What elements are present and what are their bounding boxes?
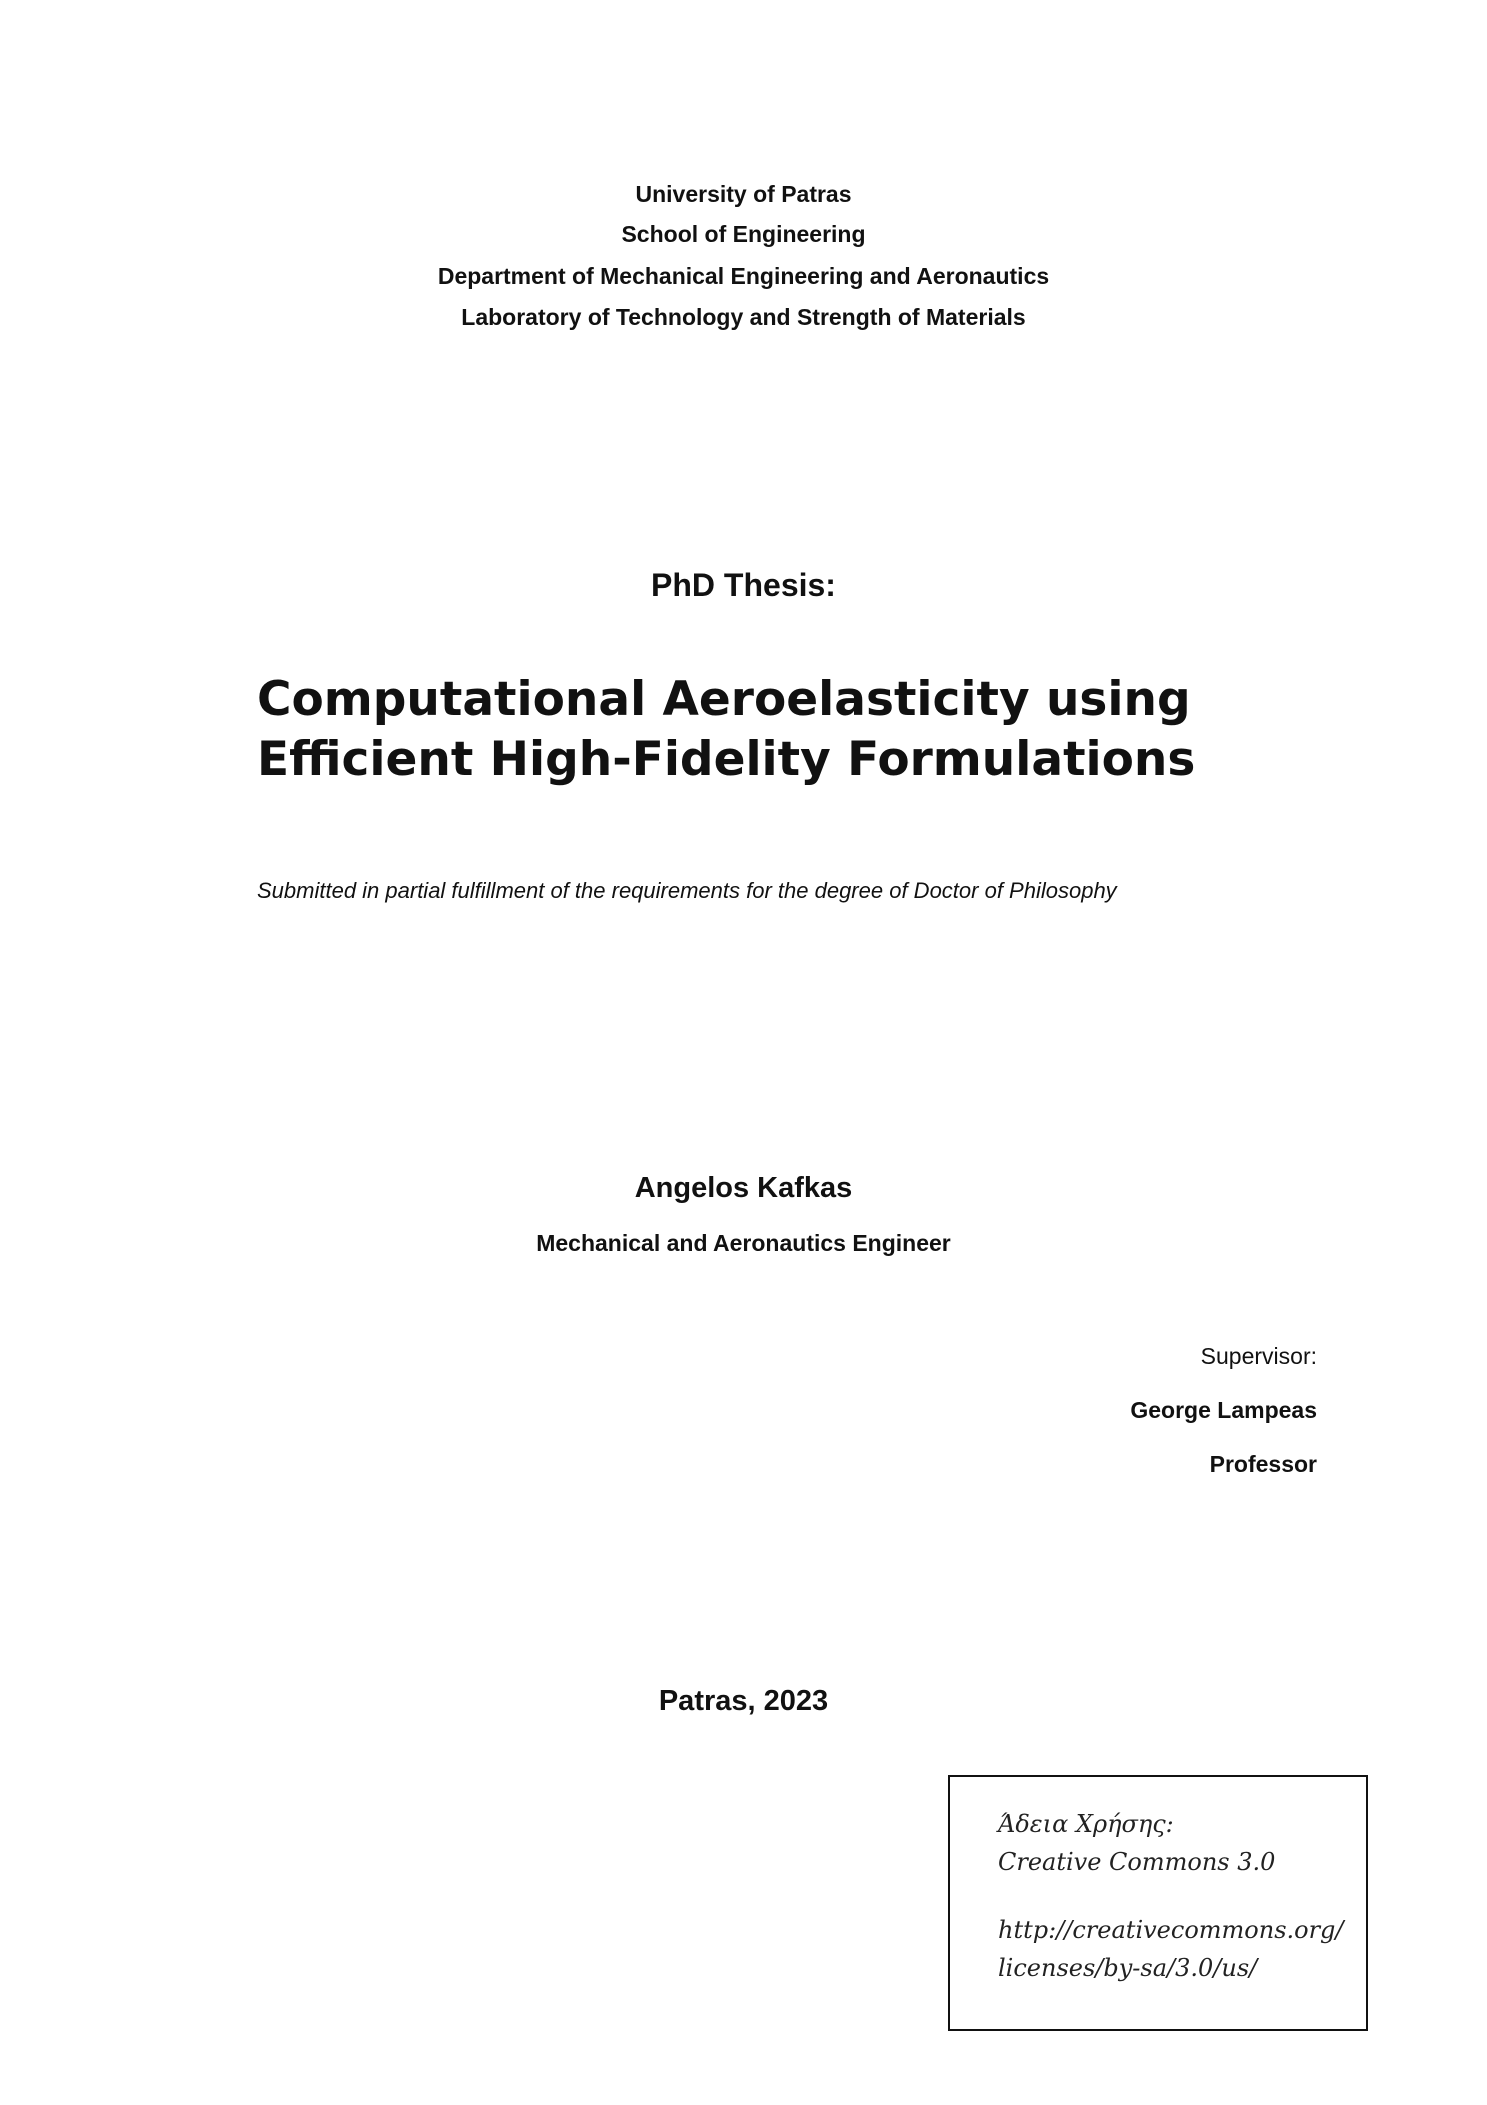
institution-school: School of Engineering [621,221,866,247]
thesis-title-line-1: Computational Aeroelasticity using [257,672,1191,727]
supervisor-name: George Lampeas [1130,1397,1317,1423]
institution-university: University of Patras [635,181,852,207]
supervisor-label: Supervisor: [1200,1343,1317,1369]
license-heading: Άδεια Χρήσης: [998,1810,1174,1838]
license-box [948,1775,1368,2031]
author-name: Angelos Kafkas [634,1172,853,1204]
thesis-title [257,670,1407,790]
license-spacer [998,1881,1366,1911]
submission-note: Submitted in partial fulfillment of the requirements for the degree of Doctor of Philosophy [257,878,1117,903]
license-url-line-1[interactable]: http://creativecommons.org/ [998,1916,1344,1944]
institution-laboratory: Laboratory of Technology and Strength of Materials [461,304,1026,330]
supervisor-title: Professor [1209,1451,1317,1477]
place-year: Patras, 2023 [658,1685,829,1717]
license-type: Creative Commons 3.0 [998,1848,1276,1876]
license-url-line-2[interactable]: licenses/by-sa/3.0/us/ [998,1954,1258,1982]
author-role: Mechanical and Aeronautics Engineer [536,1230,951,1256]
institution-department: Department of Mechanical Engineering and Aeronautics [437,263,1050,289]
thesis-label: PhD Thesis: [651,567,836,603]
thesis-title-line-2: Efficient High-Fidelity Formulations [257,732,1196,787]
